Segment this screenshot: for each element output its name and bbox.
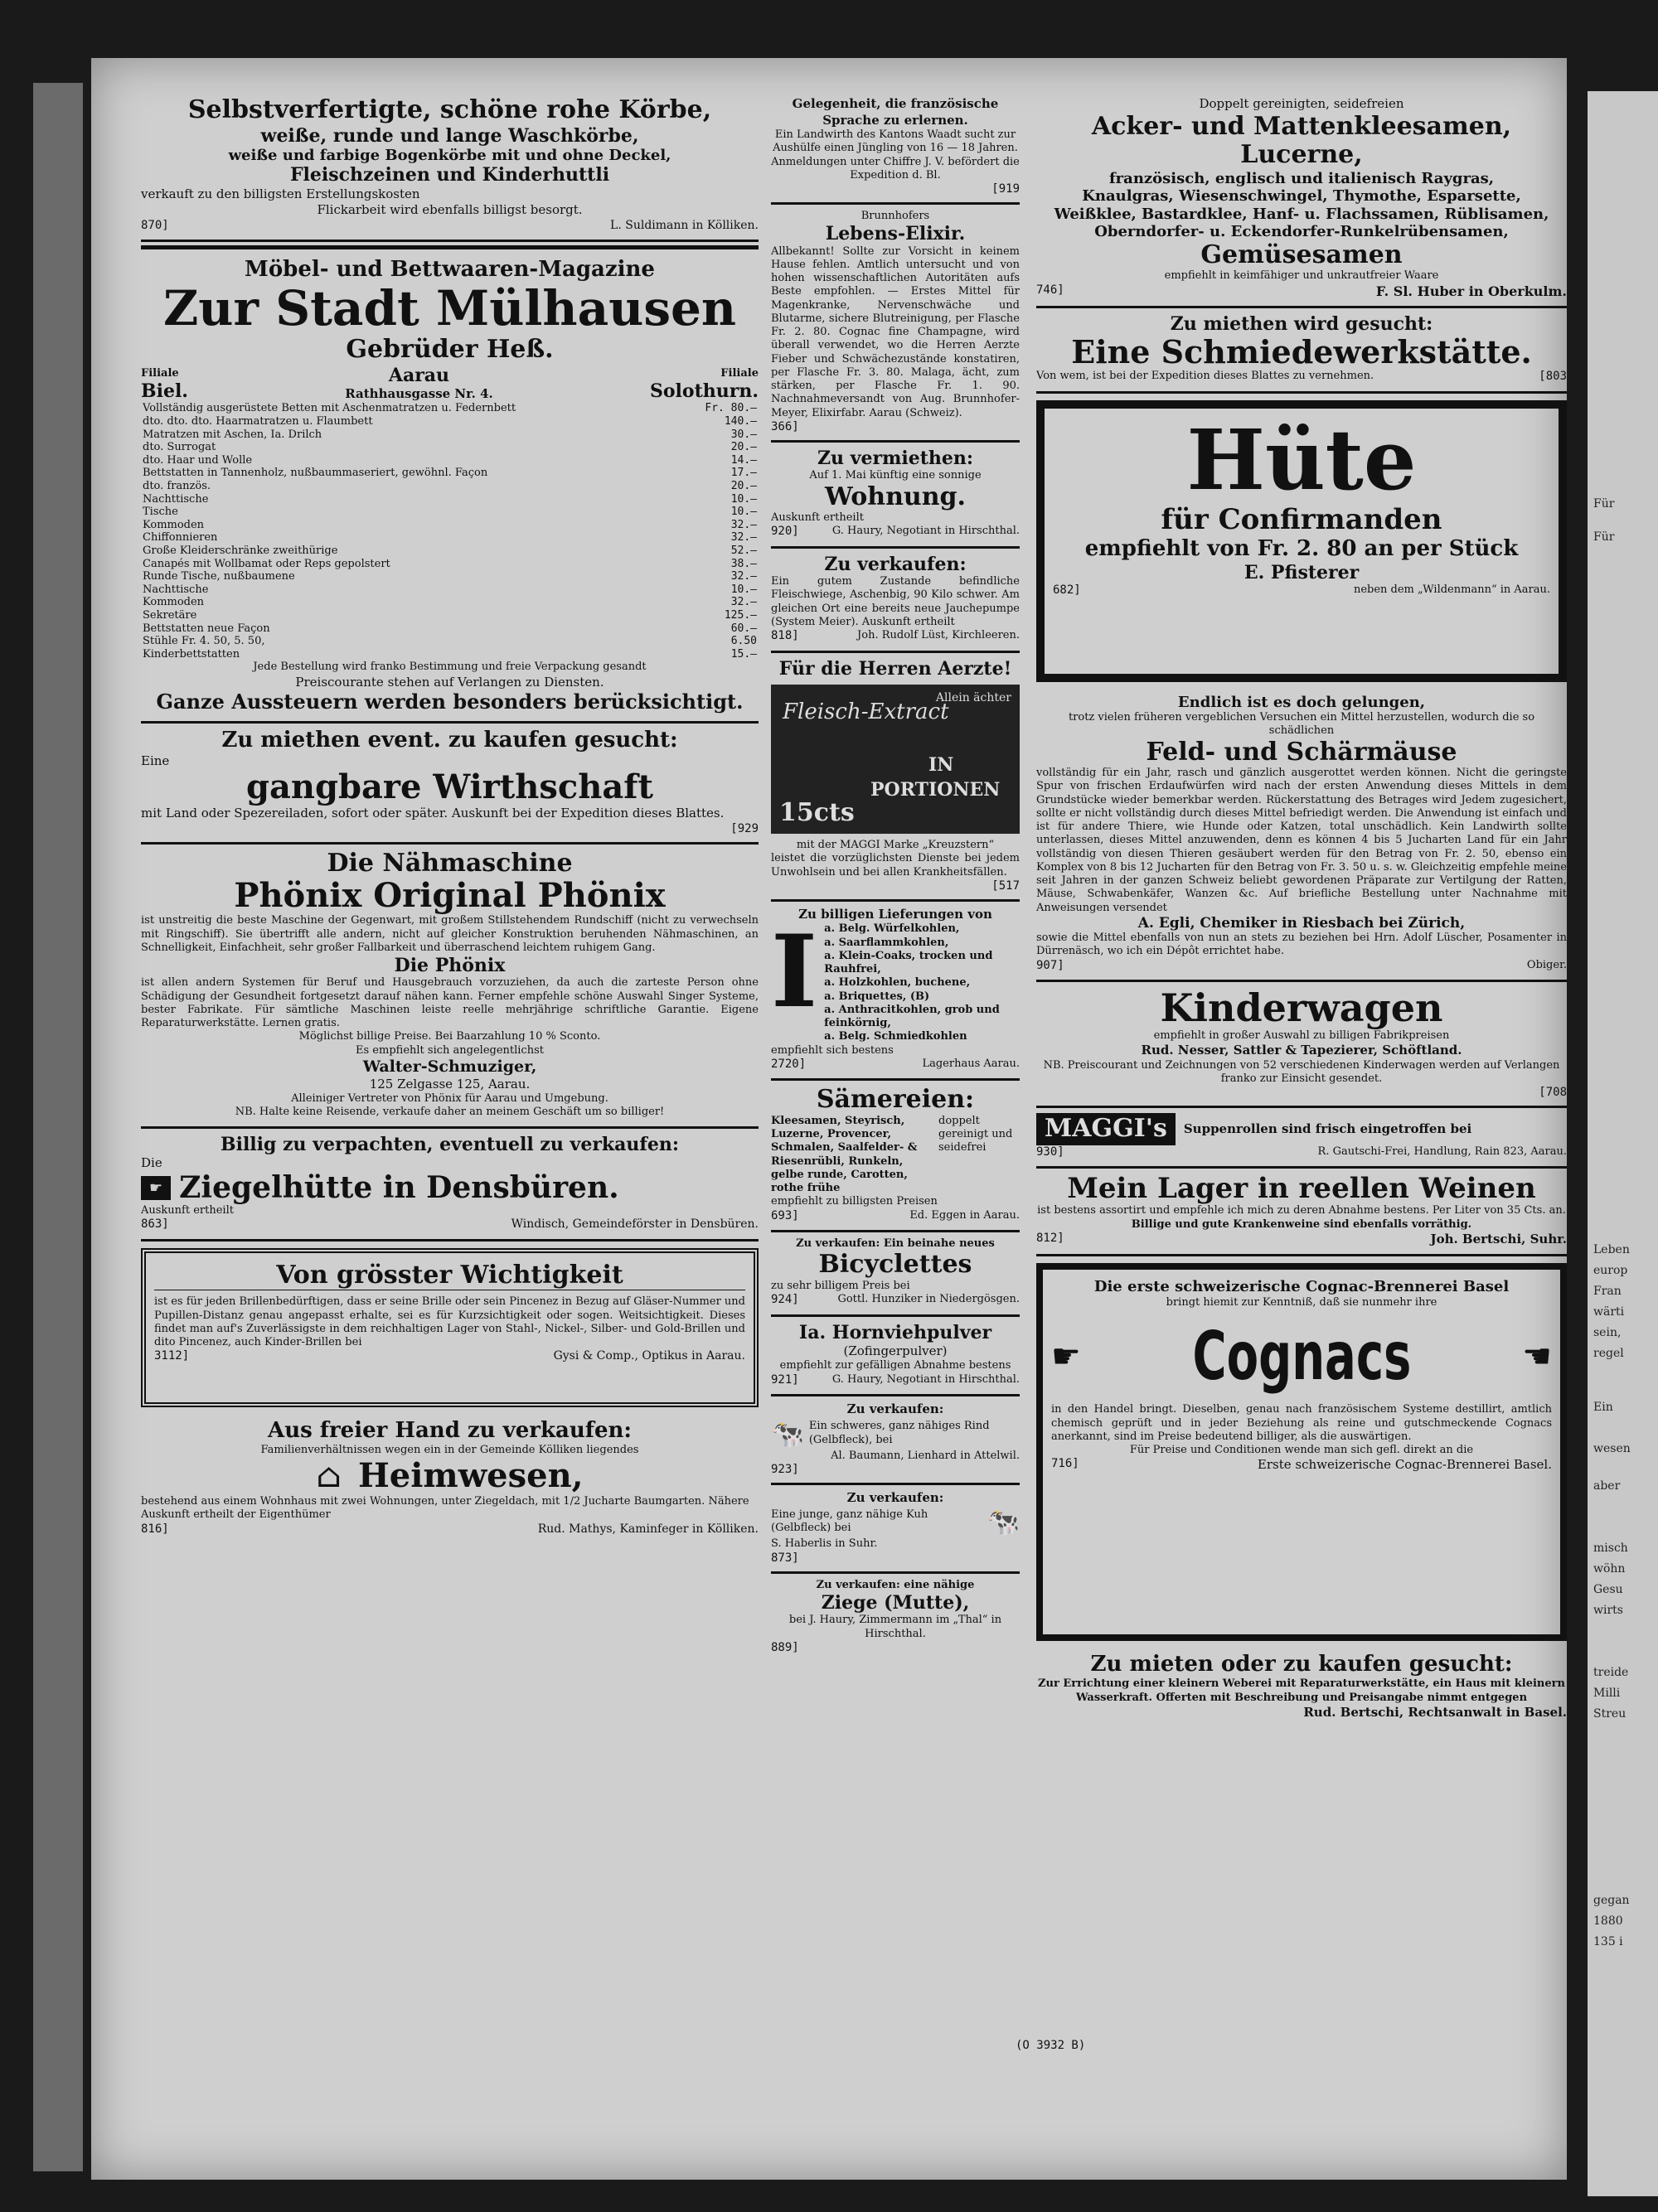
advertiser-signature: S. Haberlis in Suhr.: [771, 1537, 878, 1551]
adjacent-page-fragment: regel: [1593, 1347, 1624, 1360]
koerbe-line5: verkauft zu den billigsten Erstellungskosten: [141, 186, 420, 201]
adjacent-page-fragment: gegan: [1593, 1894, 1630, 1907]
ad-aerzte: [771, 653, 1020, 902]
ad-weine: [1036, 1169, 1567, 1256]
price-value: 32.—: [730, 518, 757, 531]
ad-number: 812]: [1036, 1231, 1064, 1245]
advertiser-signature: Joh. Bertschi, Suhr.: [1430, 1231, 1567, 1246]
advertiser-signature: Rud. Nesser, Sattler & Tapezierer, Schöftland.: [1141, 1043, 1462, 1058]
location-aarau: Aarau: [388, 364, 450, 386]
ad-moebel: [141, 253, 759, 724]
ad-number: 907]: [1036, 958, 1064, 972]
advertiser-signature: Al. Baumann, Lienhard in Attelwil.: [831, 1449, 1020, 1462]
ad-cognac: [1036, 1263, 1567, 1641]
ad-maggi: [1036, 1108, 1567, 1169]
klee-kicker: Doppelt gereinigten, seidefreien: [1199, 96, 1404, 111]
price-item: Matratzen mit Aschen, Ia. Drilch: [143, 428, 322, 441]
kohlen-initial: I: [771, 913, 818, 1031]
advertiser-signature: Windisch, Gemeindeförster in Densbüren.: [511, 1217, 759, 1232]
extract-top: Allein ächter: [935, 691, 1011, 705]
maeuse-text2: sowie die Mittel ebenfalls von nun an stets zu beziehen bei Hrn. Adolf Lüscher, Posamenter in Dürrenäsch, wo ich ein Dépôt errichtet habe.: [1036, 932, 1567, 958]
cognac-big: Cognacs: [1192, 1318, 1411, 1396]
weberei-title: Zu mieten oder zu kaufen gesucht:: [1090, 1652, 1513, 1677]
price-value: 20.—: [730, 480, 757, 493]
ad-ziegelhuette: [141, 1129, 759, 1242]
moebel-note2: Preiscourante stehen auf Verlangen zu Diensten.: [295, 674, 604, 690]
price-item: dto. Haar und Wolle: [143, 453, 253, 467]
maeuse-sign2: Obiger.: [1526, 958, 1567, 971]
ziege-title: Zu verkaufen: eine nähige: [816, 1578, 975, 1591]
ad-number: [517: [991, 879, 1020, 893]
price-row: [141, 480, 759, 493]
price-value: 125.—: [724, 608, 757, 622]
filiale-solothurn: Solothurn.: [649, 380, 759, 403]
kinderwagen-nb: NB. Preiscourant und Zeichnungen von 52 verschiedenen Kinderwagen werden auf Verlangen franko zur Einsicht gesendet.: [1043, 1058, 1560, 1085]
kohlen-item: a. Briquettes, (B): [824, 990, 930, 1003]
adjacent-page-fragment: wöhn: [1593, 1562, 1626, 1576]
fleisch-extract-illustration: [771, 685, 1020, 834]
house-icon: ⌂: [316, 1457, 342, 1496]
ad-number: 716]: [1051, 1457, 1079, 1471]
pointing-hand-icon: ☛: [1051, 1337, 1081, 1376]
price-item: Tische: [143, 506, 178, 519]
koerbe-line3: weiße und farbige Bogenkörbe mit und ohne Deckel,: [228, 146, 671, 164]
adjacent-page: [1588, 91, 1658, 2196]
ziegel-big: Ziegelhütte in Densbüren.: [179, 1169, 619, 1205]
wirthschaft-text: mit Land oder Spezereiladen, sofort oder später. Auskunft bei der Expedition dieses Blattes.: [141, 806, 725, 821]
price-item: Bettstatten neue Façon: [143, 622, 270, 635]
schmiede-title: Zu miethen wird gesucht:: [1170, 312, 1433, 335]
price-item: Nachttische: [143, 583, 209, 596]
elixir-kicker: Brunnhofers: [861, 210, 930, 222]
ad-number: 924]: [771, 1293, 799, 1307]
price-item: Große Kleiderschränke zweithürige: [143, 544, 338, 557]
schmiede-big: Eine Schmiedewerkstätte.: [1071, 333, 1532, 371]
weberei-text: Zur Errichtung einer kleinern Weberei mit Reparaturwerkstätte, ein Haus mit kleinern Wasserkraft. Offerten mit Beschreibung und Preisangabe nimmt entgegen: [1038, 1677, 1565, 1704]
price-row: [141, 493, 759, 506]
weine-text2: Billige und gute Krankenweine sind ebenfalls vorräthig.: [1131, 1217, 1472, 1231]
ad-maeuse: [1036, 689, 1567, 983]
kohlen-list: [824, 922, 1020, 1043]
klee-l5: Oberndorfer- u. Eckendorfer-Runkelrübensamen,: [1094, 223, 1509, 241]
schmiede-text: Von wem, ist bei der Expedition dieses Blattes zu vernehmen.: [1036, 370, 1374, 382]
naehmaschine-brand: Phönix Original Phönix: [234, 876, 666, 916]
price-value: 140.—: [724, 415, 757, 428]
adjacent-page-fragment: aber: [1593, 1479, 1621, 1493]
wirthschaft-eine: Eine: [141, 753, 170, 768]
kuh2-text: Eine junge, ganz nähige Kuh (Gelbfleck) bei: [771, 1508, 928, 1535]
kohlen-item: a. Klein-Coaks, trocken und Rauhfrei,: [824, 949, 993, 976]
ad-wohnung: [771, 443, 1020, 549]
ad-kohlen: [771, 902, 1020, 1082]
book-spine: [33, 83, 83, 2171]
saemereien-text: empfiehlt zu billigsten Preisen: [771, 1195, 938, 1208]
adjacent-page-fragment: 135 i: [1593, 1935, 1623, 1948]
ad-number: 2720]: [771, 1057, 807, 1071]
ad-number: 366]: [771, 419, 799, 433]
price-value: 60.—: [730, 622, 757, 635]
column-left: [141, 91, 759, 1543]
weine-big: Mein Lager in reellen Weinen: [1067, 1172, 1536, 1206]
ad-number: 746]: [1036, 283, 1064, 297]
price-row: [141, 454, 759, 467]
advertiser-signature: L. Suldimann in Kölliken.: [610, 218, 759, 232]
price-value: 32.—: [730, 531, 757, 545]
cognac-title: Die erste schweizerische Cognac-Brennerei Basel: [1093, 1278, 1510, 1296]
ad-code: (O 3932 B): [1016, 2039, 1086, 2052]
ad-number: 870]: [141, 218, 169, 232]
horn-text: empfiehlt zur gefälligen Abnahme bestens: [779, 1359, 1011, 1372]
ad-koerbe: [141, 91, 759, 242]
adjacent-page-fragment: Fran: [1593, 1285, 1622, 1298]
advertiser-signature: G. Haury, Negotiant in Hirschthal.: [831, 1372, 1020, 1386]
horn-sub: (Zofingerpulver): [843, 1343, 948, 1358]
ad-brillen: [141, 1248, 759, 1407]
ad-number: 3112]: [154, 1349, 190, 1363]
aerzte-maker: mit der MAGGI Marke „Kreuzstern“: [796, 839, 995, 852]
ad-naehmaschine: [141, 845, 759, 1129]
kinderwagen-big: Kinderwagen: [1160, 985, 1443, 1031]
ad-number: 816]: [141, 1522, 169, 1536]
koerbe-line6: Flickarbeit wird ebenfalls billigst besorgt.: [317, 202, 583, 218]
maeuse-kicker: Endlich ist es doch gelungen,: [1177, 693, 1426, 711]
divider: [141, 245, 759, 249]
ziegel-title: Billig zu verpachten, eventuell zu verkaufen:: [221, 1133, 679, 1155]
franz-text: Ein Landwirth des Kantons Waadt sucht zur Aushülfe einen Jüngling von 16 — 18 Jahren. Anmeldungen unter Chiffre J. V. befördert die Expedition d. Bl.: [771, 128, 1020, 182]
heimwesen-text: bestehend aus einem Wohnhaus mit zwei Wohnungen, unter Ziegeldach, mit 1/2 Jucharte Baumgarten. Nähere Auskunft ertheilt der Eigenthümer: [141, 1495, 749, 1522]
wohnung-text: Auf 1. Mai künftig eine sonnige: [809, 469, 982, 482]
advertiser-signature: G. Haury, Negotiant in Hirschthal.: [831, 525, 1020, 538]
ad-number: 930]: [1036, 1145, 1064, 1159]
ad-hornviehpulver: [771, 1317, 1020, 1397]
wirthschaft-title: Zu miethen event. zu kaufen gesucht:: [221, 727, 678, 753]
price-value: 32.—: [730, 570, 757, 583]
ad-wirthschaft: [141, 724, 759, 845]
filiale-label: Filiale: [720, 366, 759, 380]
price-item: Stühle Fr. 4. 50, 5. 50,: [143, 635, 265, 648]
ad-number: 889]: [771, 1640, 799, 1654]
maeuse-text: vollständig für ein Jahr, rasch und gänzlich ausgerottet werden können. Nicht die geringste Spur von frischen Erdaufwürfen wird nach der ersten Anwendung dieses Mittels in dem Grundstücke wieder bemerkbar werden. Rückerstattung des Betrages wird Jedem zugesichert, sollte er nicht vollständig durch dieses Mittel befriedigt werden. Die Anwendung ist einfach und ist für andere Thiere, wie Hunde oder Katzen, total unschädlich. Kein Landwirth sollte unterlassen, dieses Mittel anzuwenden, denn es können 4 bis 5 Jucharten Land für ein Jahr vollständig von diesen Thieren gesäubert werden für den Betrag von Fr. 2. 50, ebenso ein Komplex von 8 bis 12 Jucharten für den Betrag von Fr. 3. 50 u. s. w. Gleichzeitig empfehle meine seit Jahren in der ganzen Schweiz beliebt gewordenen Präparate zur Vertilgung der Ratten, Mäuse, Schwabenkäfer, Wanzen &c. Auf briefliche Bestellung unter Nachnahme mit Anweisungen versendet: [1036, 767, 1567, 914]
fleisch-text: Ein gutem Zustande befindliche Fleischwiege, Aschenbig, 90 Kilo schwer. Am gleichen Ort eine bereits neue Jauchepumpe (System Meier). Auskunft ertheilt: [771, 575, 1020, 628]
kuh1-title: Zu verkaufen:: [846, 1401, 944, 1417]
fleisch-title: Zu verkaufen:: [824, 553, 967, 575]
price-row: [141, 558, 759, 571]
advertiser-signature: Gysi & Comp., Optikus in Aarau.: [553, 1349, 745, 1363]
kohlen-item: a. Belg. Schmiedkohlen: [824, 1030, 967, 1043]
advertiser-signature: Walter-Schmuziger,: [362, 1057, 537, 1076]
adjacent-page-fragment: wärti: [1593, 1305, 1625, 1319]
bicycl-title: Zu verkaufen: Ein beinahe neues: [796, 1237, 995, 1251]
price-row: [141, 596, 759, 609]
huete-line: empfiehlt von Fr. 2. 80 an per Stück: [1084, 535, 1519, 561]
adjacent-page-fragment: treide: [1593, 1666, 1629, 1679]
filiale-label: Filiale: [141, 366, 179, 380]
advertiser-address: neben dem „Wildenmann“ in Aarau.: [1353, 583, 1550, 597]
advertiser-signature: R. Gautschi-Frei, Handlung, Rain 823, Aarau.: [1317, 1145, 1567, 1158]
price-value: 15.—: [730, 647, 757, 661]
ad-number: 920]: [771, 525, 799, 539]
adjacent-page-fragment: wirts: [1593, 1604, 1623, 1617]
ad-number: 923]: [771, 1462, 799, 1476]
advertiser-signature: E. Pfisterer: [1244, 561, 1360, 583]
filiale-biel: Biel.: [141, 380, 188, 403]
kohlen-item: a. Holzkohlen, buchene,: [824, 976, 971, 990]
price-row: [141, 622, 759, 636]
bicycl-text: zu sehr billigem Preis bei: [771, 1279, 910, 1292]
cognac-sub: bringt hiemit zur Kenntniß, daß sie nunmehr ihre: [1166, 1296, 1437, 1309]
price-item: Canapés mit Wollbamat oder Reps gepolstert: [143, 557, 390, 570]
price-row: [141, 545, 759, 558]
adjacent-page-fragment: Streu: [1593, 1707, 1626, 1721]
wirthschaft-big: gangbare Wirthschaft: [246, 767, 653, 807]
brillen-title: Von grösster Wichtigkeit: [154, 1261, 745, 1291]
price-item: Kinderbettstatten: [143, 647, 240, 661]
advertiser-signature: A. Egli, Chemiker in Riesbach bei Zürich,: [1137, 914, 1466, 932]
kohlen-info: empfiehlt sich bestens: [771, 1043, 894, 1057]
adjacent-page-fragment: 1880: [1593, 1914, 1623, 1928]
extract-price: 15cts: [779, 798, 855, 828]
price-row: [141, 428, 759, 442]
saemereien-aside: doppelt gereinigt und seidefrei: [938, 1114, 1013, 1154]
adjacent-page-fragment: Gesu: [1593, 1583, 1623, 1596]
ad-number: [708: [1539, 1086, 1567, 1100]
adjacent-page-fragment: sein,: [1593, 1326, 1622, 1339]
price-row: [141, 467, 759, 480]
price-value: 30.—: [730, 428, 757, 441]
horn-big: Ia. Hornviehpulver: [798, 1321, 992, 1343]
extract-in: IN: [928, 754, 954, 777]
column-right: [1036, 91, 1567, 1727]
klee-l3: Knaulgras, Wiesenschwingel, Thymothe, Esparsette,: [1082, 187, 1521, 206]
price-item: Chiffonnieren: [143, 531, 218, 545]
price-item: dto. dto. dto. Haarmatratzen u. Flaumbett: [143, 415, 373, 428]
ad-saemereien: [771, 1081, 1020, 1232]
adjacent-page-fragment: Ein: [1593, 1401, 1613, 1414]
advertiser-signature: Gottl. Hunziker in Niedergösgen.: [837, 1293, 1020, 1306]
price-row: [141, 415, 759, 428]
koerbe-line4: Fleischzeinen und Kinderhuttli: [289, 164, 610, 186]
bicycl-big: Bicyclettes: [818, 1250, 972, 1280]
heimwesen-big: Heimwesen,: [357, 1456, 584, 1496]
moebel-note3: Ganze Aussteuern werden besonders berücksichtigt.: [156, 690, 744, 714]
aerzte-title: Für die Herren Aerzte!: [778, 657, 1012, 680]
wohnung-title: Zu vermiethen:: [817, 447, 973, 469]
ad-number: 863]: [141, 1217, 169, 1232]
ad-number: 873]: [771, 1551, 799, 1565]
price-item: Runde Tische, nußbaumene: [143, 570, 295, 583]
ad-kuh: [771, 1485, 1020, 1574]
price-value: 17.—: [730, 467, 757, 480]
weine-text: ist bestens assortirt und empfehle ich mich zu deren Abnahme bestens. Per Liter von 35 Cts. an.: [1037, 1204, 1566, 1217]
elixir-title: Lebens-Elixir.: [825, 223, 966, 245]
price-item: Vollständig ausgerüstete Betten mit Aschenmatratzen u. Federnbett: [143, 402, 516, 415]
advertiser-signature: F. Sl. Huber in Oberkulm.: [1375, 283, 1567, 299]
price-row: [141, 402, 759, 415]
naehmaschine-text3: Möglichst billige Preise. Bei Baarzahlung 10 % Sconto.: [298, 1030, 601, 1043]
adjacent-page-fragment: wesen: [1593, 1442, 1631, 1455]
ziegel-info: Auskunft ertheilt: [141, 1204, 234, 1217]
price-value: 52.—: [730, 544, 757, 557]
price-row: [141, 506, 759, 519]
klee-l6: Gemüsesamen: [1200, 240, 1403, 269]
naehmaschine-sub: Die Phönix: [394, 955, 506, 977]
adjacent-page-fragment: misch: [1593, 1542, 1628, 1555]
naehmaschine-text: ist unstreitig die beste Maschine der Gegenwart, mit großem Stillstehendem Rundschiff (nicht zu verwechseln mit Ringschiff). Sie übertrifft alle andern, nicht auf gleicher Konstruktion beruhenden Nähmaschinen, an Schnelligkeit, Einfachheit, sehr großer Fallbarkeit und überraschend leichtem ruhigem Gang.: [141, 914, 759, 954]
price-row: [141, 570, 759, 583]
maggi-text: Suppenrollen sind frisch eingetroffen bei: [1183, 1121, 1472, 1136]
price-value: Fr. 80.—: [705, 402, 757, 415]
price-item: Nachttische: [143, 492, 209, 506]
maeuse-big: Feld- und Schärmäuse: [1146, 737, 1457, 767]
ad-heimwesen: [141, 1414, 759, 1543]
ad-number: 818]: [771, 629, 799, 643]
price-value: 32.—: [730, 596, 757, 609]
ad-kinderwagen: [1036, 982, 1567, 1108]
naehmaschine-text2: ist allen andern Systemen für Beruf und Hausgebrauch vorzuziehen, da auch die zarteste Person ohne Schädigung der Gesundheit fortgesetzt darauf nähen kann. Ferner empfehle schöne Auswahl Singer Systeme, bester Fabrikate. Für sämtliche Maschinen leiste reelle mehrjährige schriftliche Garantie. Eigene Reparaturwerkstätte. Lernen gratis.: [141, 976, 759, 1030]
price-value: 10.—: [730, 492, 757, 506]
moebel-title: Zur Stadt Mülhausen: [162, 280, 737, 337]
price-value: 14.—: [730, 453, 757, 467]
maggi-brand: MAGGI's: [1036, 1113, 1176, 1145]
koerbe-line2: weiße, runde und lange Waschkörbe,: [260, 124, 639, 147]
naehmaschine-title: Die Nähmaschine: [327, 848, 573, 878]
advertiser-address: 125 Zelgasse 125, Aarau.: [369, 1076, 531, 1091]
cow-icon: 🐄: [987, 1506, 1020, 1538]
column-middle: [771, 91, 1020, 1661]
kohlen-item: a. Belg. Würfelkohlen,: [824, 922, 960, 936]
wohnung-info: Auskunft ertheilt: [771, 511, 864, 525]
price-table: [141, 402, 759, 661]
wohnung-big: Wohnung.: [825, 482, 966, 511]
kuh2-title: Zu verkaufen:: [846, 1489, 944, 1505]
ad-kleesamen: [1036, 91, 1567, 308]
moebel-note1: Jede Bestellung wird franko Bestimmung und freie Verpackung gesandt: [253, 661, 647, 674]
ad-number: 682]: [1053, 583, 1081, 598]
huete-big: Hüte: [1186, 410, 1417, 509]
price-row: [141, 648, 759, 661]
klee-l2: französisch, englisch und italienisch Raygras,: [1108, 169, 1495, 187]
moebel-kicker: Möbel- und Bettwaaren-Magazine: [245, 257, 655, 283]
advertiser-signature: Lagerhaus Aarau.: [922, 1057, 1020, 1070]
advertiser-signature: Ed. Eggen in Aarau.: [909, 1208, 1020, 1222]
ad-schmiede: [1036, 308, 1567, 394]
ad-huete: [1036, 400, 1567, 682]
franz-title: Gelegenheit, die französische Sprache zu erlernen.: [792, 96, 999, 128]
ad-rind: [771, 1396, 1020, 1485]
price-row: [141, 583, 759, 597]
ad-number: [919: [991, 182, 1020, 196]
ad-franz: [771, 91, 1020, 205]
elixir-text: Allbekannt! Sollte zur Vorsicht in keinem Hause fehlen. Amtlich untersucht und von hohen wissenschaftlichen Autoritäten aufs Beste empfohlen. — Erstes Mittel für Magenkranke, Nervenschwäche und Blutarme, sichere Blutreinigung, per Flasche Fr. 2. 80. Cognac fine Champagne, wird überall verwendet, wo die Herren Aerzte Fieber und Schwächezustände konstatiren, per Flasche Fr. 3. 80. Malaga, ächt, zum stärken, per Flasche Fr. 1. 90. Nachnahmeversandt von Aug. Brunnhofer-Meyer, Elixirfabr. Aarau (Schweiz).: [771, 244, 1020, 419]
price-value: 6.50: [730, 635, 757, 648]
price-item: dto. Surrogat: [143, 441, 216, 454]
price-value: 38.—: [730, 557, 757, 570]
price-value: 10.—: [730, 583, 757, 596]
kohlen-item: a. Anthracitkohlen, grob und feinkörnig,: [824, 1003, 1000, 1030]
advertiser-signature: Rud. Mathys, Kaminfeger in Kölliken.: [537, 1522, 759, 1536]
klee-title: Acker- und Mattenkleesamen, Lucerne,: [1091, 111, 1512, 169]
price-item: dto. französ.: [143, 480, 211, 493]
koerbe-title: Selbstverfertigte, schöne rohe Körbe,: [187, 95, 712, 124]
cognac-text: in den Handel bringt. Dieselben, genau nach französischem Systeme destillirt, amtlich chemisch geprüft und in jeder Beziehung als reine und gutschmeckende Cognacs anerkannt, sind im Preise bedeutend billiger, als die auswärtigen.: [1051, 1403, 1552, 1443]
price-item: Sekretäre: [143, 608, 197, 622]
ad-bicyclettes: [771, 1232, 1020, 1317]
price-item: Kommoden: [143, 596, 205, 609]
naehmaschine-nb: NB. Halte keine Reisende, verkaufe daher an meinem Geschäft um so billiger!: [235, 1106, 665, 1119]
ziege-big: Ziege (Mutte),: [821, 1591, 970, 1614]
adjacent-page-fragment: Leben: [1593, 1243, 1630, 1256]
moebel-owner: Gebrüder Heß.: [346, 335, 554, 365]
price-row: [141, 609, 759, 622]
price-value: 20.—: [730, 441, 757, 454]
aerzte-text: leistet die vorzüglichsten Dienste bei jedem Unwohlsein und bei allen Krankheitsfällen.: [771, 852, 1020, 879]
price-row: [141, 635, 759, 648]
huete-sub: für Confirmanden: [1161, 502, 1442, 536]
brillen-text: ist es für jeden Brillenbedürftigen, dass er seine Brille oder sein Pincenez in Bezug auf Gläser-Nummer und Pupillen-Distanz genau angepasst erhalte, sei es für Kurzsichtigkeit oder sogen. Weitsichtigkeit. Dieses findet man auf's Zuverlässigste in dem reichhaltigen Lager von Stahl-, Nickel-, Silber- und Gold-Brillen und dito Pincenez, auch Kinder-Brillen bei: [154, 1295, 745, 1349]
saemereien-items: Kleesamen, Steyrisch, Luzerne, Provencer, Schmalen, Saalfelder- & Riesenrübli, Runkeln, gelbe runde, Carotten, rothe frühe: [771, 1114, 918, 1195]
heimwesen-line: Familienverhältnissen wegen ein in der Gemeinde Kölliken liegendes: [260, 1443, 639, 1456]
naehmaschine-agent: Alleiniger Vertreter von Phönix für Aarau und Umgebung.: [291, 1092, 608, 1106]
maeuse-intro: trotz vielen früheren vergeblichen Versuchen ein Mittel herzustellen, wodurch die so schädlichen: [1068, 711, 1535, 738]
ad-fleischwiege: [771, 549, 1020, 653]
kohlen-item: a. Saarflammkohlen,: [824, 936, 949, 949]
price-value: 10.—: [730, 506, 757, 519]
ad-weberei: [1036, 1648, 1567, 1727]
price-row: [141, 519, 759, 532]
extract-portionen: PORTIONEN: [870, 779, 1001, 801]
price-row: [141, 441, 759, 454]
cow-icon: 🐄: [771, 1417, 804, 1450]
adjacent-page-fragment: Für: [1593, 497, 1615, 511]
pointing-hand-icon: ☛: [141, 1176, 171, 1200]
kinderwagen-text: empfiehlt in großer Auswahl zu billigen Fabrikpreisen: [1153, 1029, 1450, 1042]
klee-l7: empfiehlt in keimfähiger und unkrautfreier Waare: [1164, 269, 1439, 283]
ad-elixir: [771, 205, 1020, 443]
extract-label: Fleisch-Extract: [783, 699, 949, 725]
adjacent-page-fragment: Milli: [1593, 1687, 1621, 1700]
pointing-hand-left-icon: ☚: [1522, 1337, 1552, 1376]
price-item: Bettstatten in Tannenholz, nußbaummaseriert, gewöhnl. Façon: [143, 467, 488, 480]
adjacent-page-fragment: Für: [1593, 530, 1615, 544]
heimwesen-title: Aus freier Hand zu verkaufen:: [268, 1417, 632, 1443]
ad-number: 693]: [771, 1208, 799, 1222]
ziegel-die: Die: [141, 1155, 162, 1171]
ad-number: [803: [1539, 370, 1567, 383]
advertiser-signature: Joh. Rudolf Lüst, Kirchleeren.: [857, 629, 1020, 642]
saemereien-title: Sämereien:: [816, 1085, 975, 1115]
ad-number: 921]: [771, 1372, 799, 1387]
ziege-text: bei J. Haury, Zimmermann im „Thal“ in Hirschthal.: [788, 1614, 1002, 1640]
klee-l4: Weißklee, Bastardklee, Hanf- u. Flachssamen, Rüblisamen,: [1054, 205, 1549, 223]
adjacent-page-fragment: europ: [1593, 1264, 1628, 1277]
kohlen-title: Zu billigen Lieferungen von: [798, 906, 992, 922]
aarau-address: Rathhausgasse Nr. 4.: [345, 385, 493, 401]
advertiser-signature: Rud. Bertschi, Rechtsanwalt in Basel.: [1303, 1704, 1567, 1720]
price-item: Kommoden: [143, 518, 205, 531]
naehmaschine-text4: Es empfiehlt sich angelegentlichst: [356, 1043, 544, 1057]
kuh1-text: Ein schweres, ganz nähiges Rind (Gelbfleck), bei: [808, 1420, 990, 1446]
ad-number: [929: [730, 821, 759, 835]
ad-ziege: [771, 1574, 1020, 1661]
cognac-text2: Für Preise und Conditionen wende man sich gefl. direkt an die: [1129, 1444, 1474, 1457]
price-row: [141, 531, 759, 545]
advertiser-signature: Erste schweizerische Cognac-Brennerei Basel.: [1257, 1457, 1552, 1473]
